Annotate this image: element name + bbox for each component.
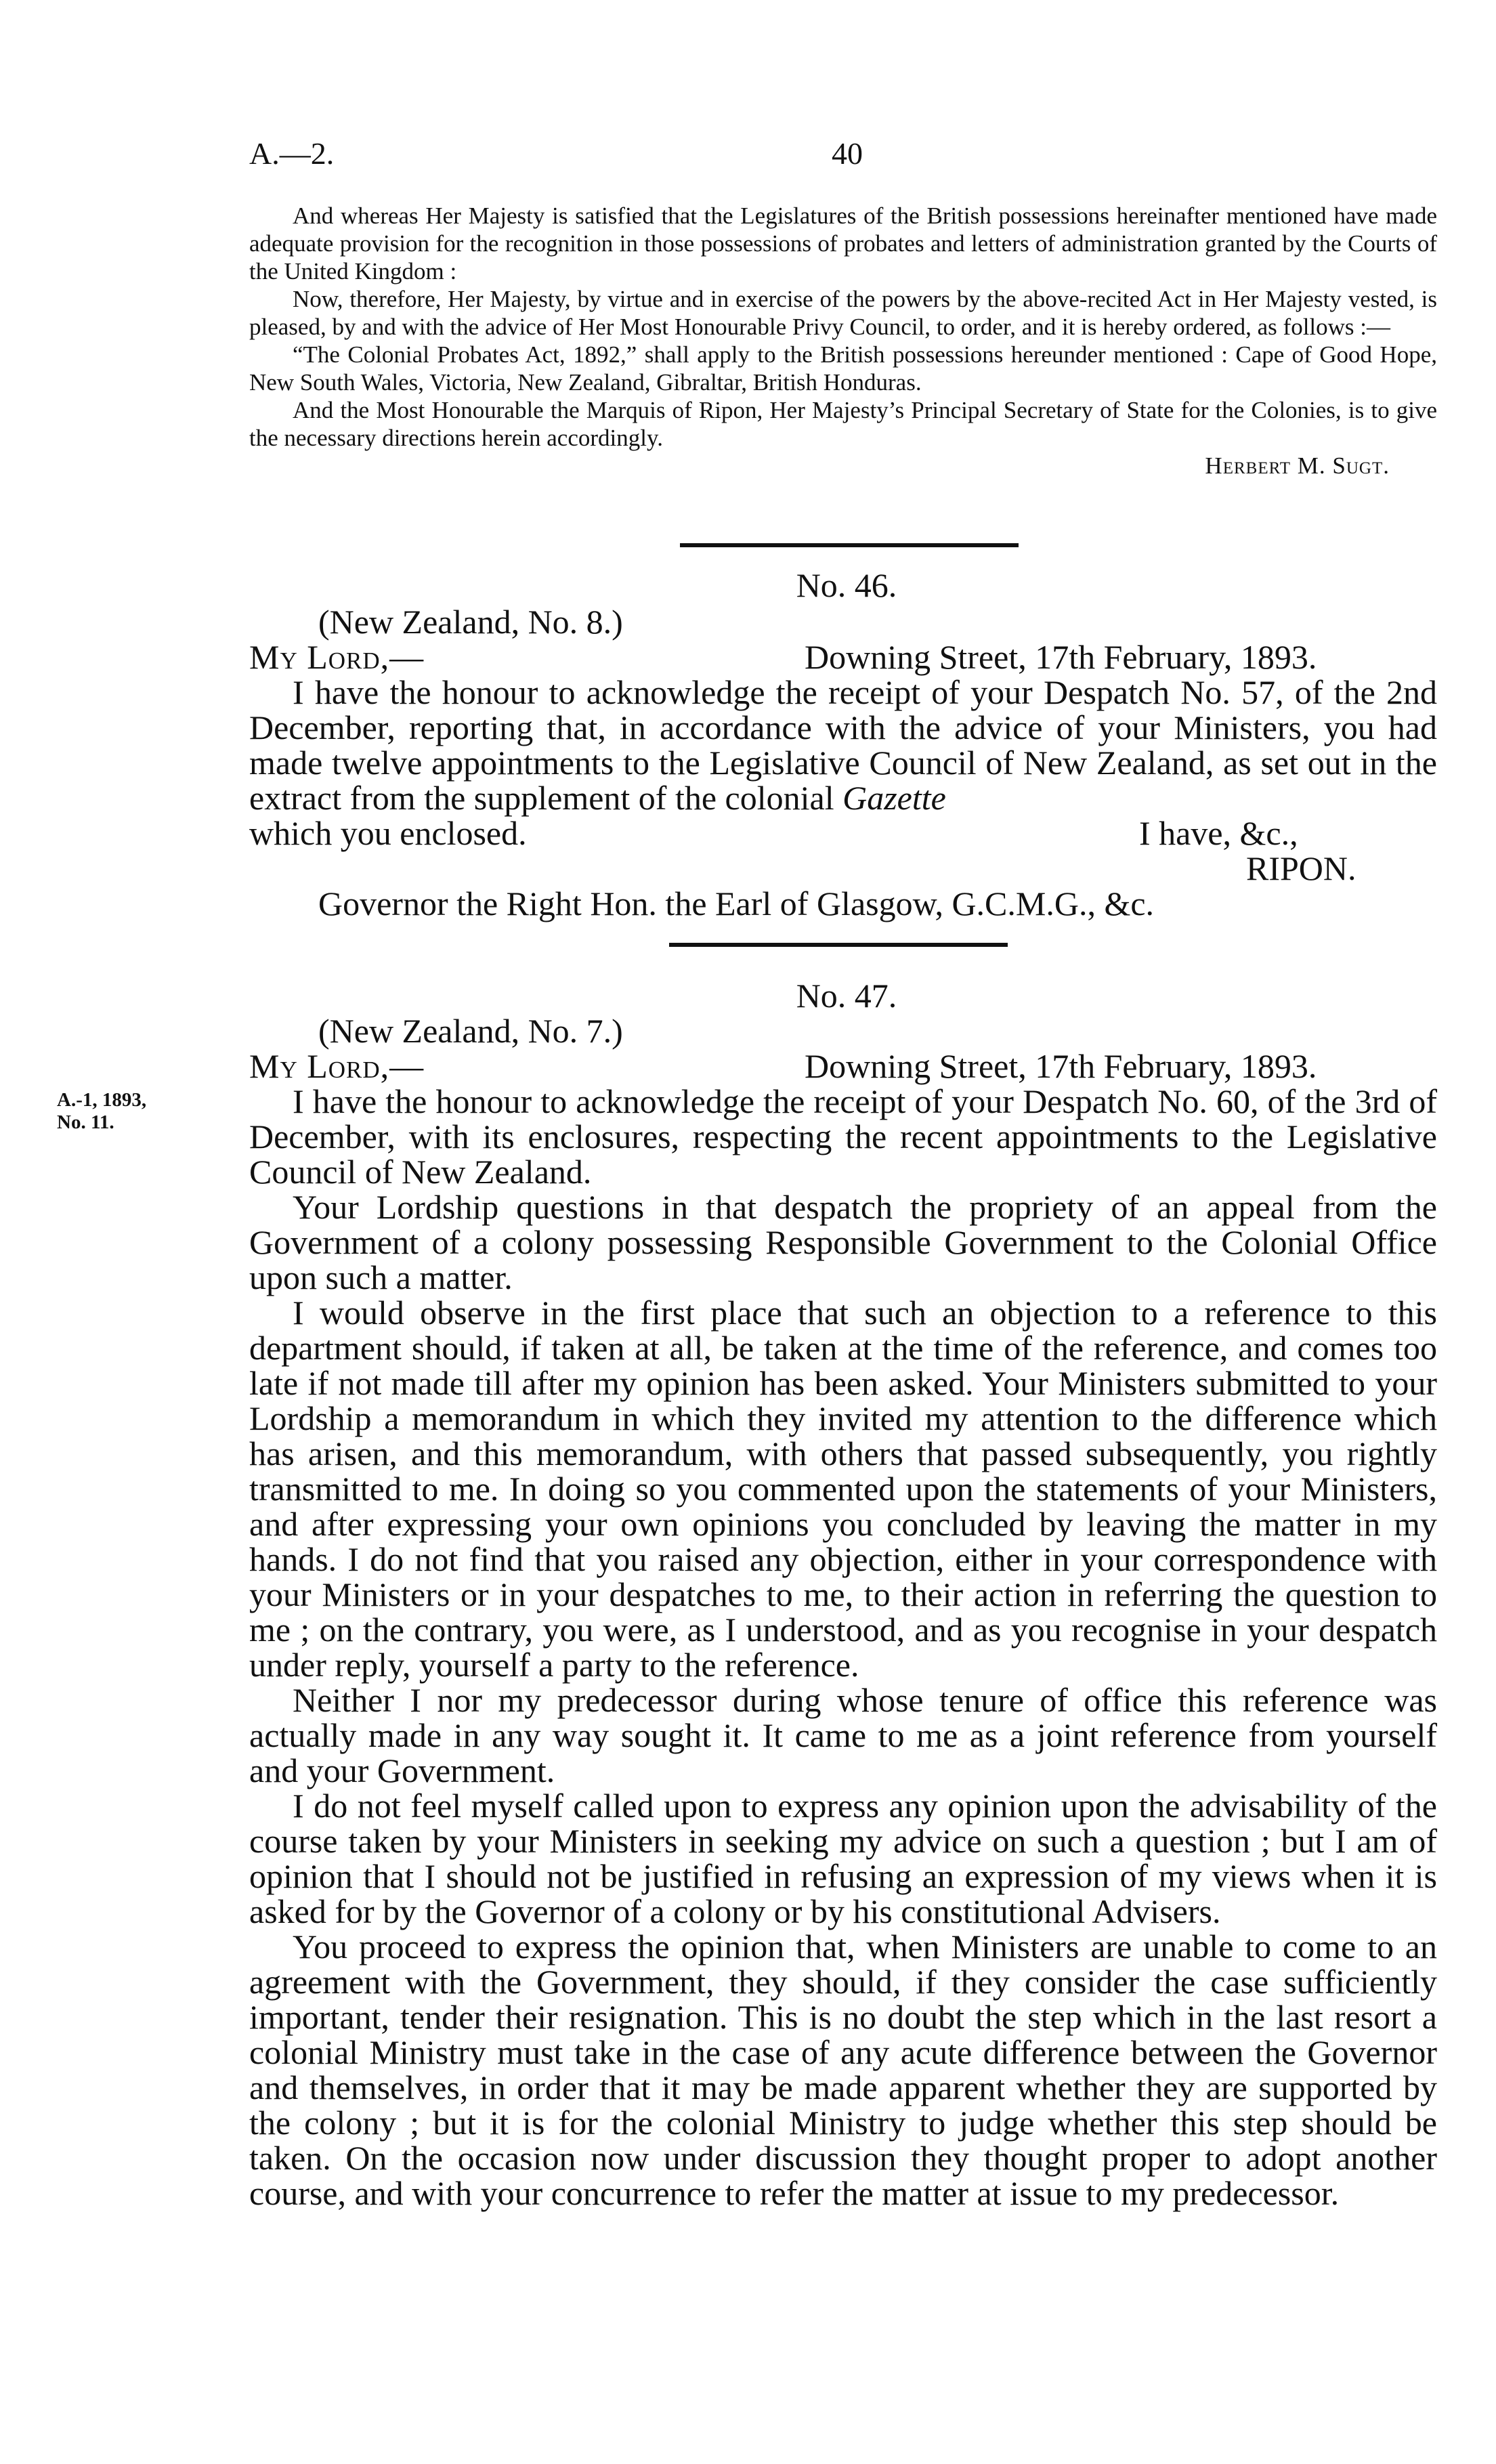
body-paragraph: I would observe in the first place that such an objection to a reference to this department should, if taken at all, be taken at the time of the reference, and comes too late if not made till after my opinion has been asked. Your Ministers submitted to your Lordship a memorandum in which they invited my attention to the difference which has arisen, and this memorandum, with others that passed subsequently, you rightly transmitted to me. In doing so you commented upon the statements of your Ministers, and after expressing your own opinions you concluded by leaving the matter in my hands. I do not find that you raised any objection, either in your correspondence with your Ministers or in your despatches to me, to their action in referring the question to me ; on the contrary, you were, as I understood, and as you recognise in your despatch under reply, yourself a party to the reference. bbox=[249, 1294, 1437, 1684]
page-number: 40 bbox=[832, 136, 863, 171]
order-signature: Herbert M. Sugt. bbox=[1205, 452, 1390, 479]
order-paragraph: And whereas Her Majesty is satisfied that the Legislatures of the British possessions hereinafter mentioned have made adequate provision for the recognition in those possessions of probates and letters of administration granted by the Courts of the United Kingdom : bbox=[249, 203, 1437, 284]
addressee: Governor the Right Hon. the Earl of Glasgow, G.C.M.G., &c. bbox=[318, 885, 1155, 922]
despatch-body bbox=[249, 1084, 1437, 2211]
body-paragraph: Neither I nor my predecessor during whose tenure of office this reference was actually made in any way sought it. It came to me as a joint reference from yourself and your Government. bbox=[249, 1681, 1437, 1789]
section-divider bbox=[669, 943, 1008, 947]
body-paragraph: You proceed to express the opinion that, when Ministers are unable to come to an agreement with the Government, they should, if they consider the case sufficiently important, tender their resignation. This is no doubt the step which in the last resort a colonial Ministry must take in the case of any acute difference between the Governor and themselves, in order that it may be made apparent whether they are supported by the colony ; but it is for the colonial Ministry to judge whether this step should be taken. On the occasion now under discussion they thought proper to adopt another course, and with your concurrence to refer the matter at issue to my predecessor. bbox=[249, 1928, 1437, 2212]
order-in-council bbox=[249, 202, 1437, 480]
place-date: Downing Street, 17th February, 1893. bbox=[805, 638, 1317, 676]
margin-note-line: No. 11. bbox=[57, 1111, 114, 1133]
gazette-title: Gazette bbox=[842, 779, 946, 817]
signature: RIPON. bbox=[1246, 849, 1356, 887]
body-paragraph: I have the honour to acknowledge the receipt of your Despatch No. 60, of the 3rd of December, with its enclosures, respecting the recent appointments to the Legislative Council of New Zealand. bbox=[249, 1082, 1437, 1191]
despatch-body-end: which you enclosed. bbox=[249, 814, 527, 852]
closing: I have, &c., bbox=[1139, 814, 1298, 852]
body-paragraph: Your Lordship questions in that despatch the propriety of an appeal from the Government of a colony possessing Responsible Government to the Colonial Office upon such a matter. bbox=[249, 1188, 1437, 1296]
despatch-number: No. 46. bbox=[796, 566, 897, 604]
order-paragraph: Now, therefore, Her Majesty, by virtue and in exercise of the powers by the above-recited Act in Her Majesty vested, is pleased, by and with the advice of Her Most Honourable Privy Council, to order, and it is hereby ordered, as follows :— bbox=[249, 286, 1437, 340]
salutation: My Lord,— bbox=[249, 638, 425, 676]
section-divider bbox=[680, 543, 1019, 547]
margin-note bbox=[57, 1089, 146, 1134]
despatch-body-text: I have the honour to acknowledge the receipt of your Despatch No. 57, of the 2nd December, reporting that, in accordance with the advice of your Ministers, you had made twelve appointments to the Legislative Council of New Zealand, as set out in the extract from the supplement of the colonial bbox=[249, 673, 1437, 817]
place-date: Downing Street, 17th February, 1893. bbox=[805, 1047, 1317, 1085]
despatch-body bbox=[249, 675, 1437, 815]
despatch-number: No. 47. bbox=[796, 977, 897, 1015]
salutation: My Lord,— bbox=[249, 1047, 425, 1085]
despatch-series: (New Zealand, No. 7.) bbox=[318, 1012, 623, 1050]
order-paragraph: And the Most Honourable the Marquis of Ripon, Her Majesty’s Principal Secretary of State for the Colonies, is to give the necessary directions herein accordingly. bbox=[249, 397, 1437, 451]
document-reference: A.—2. bbox=[249, 136, 335, 171]
body-paragraph: I do not feel myself called upon to express any opinion upon the advisability of the course taken by your Ministers in seeking my advice on such a question ; but I am of opinion that I should not be justified in refusing an expression of my views when it is asked for by the Governor of a colony or by his constitutional Advisers. bbox=[249, 1787, 1437, 1930]
margin-note-line: A.-1, 1893, bbox=[57, 1089, 147, 1111]
despatch-series: (New Zealand, No. 8.) bbox=[318, 603, 623, 641]
order-paragraph: “The Colonial Probates Act, 1892,” shall apply to the British possessions hereunder mentioned : Cape of Good Hope, New South Wales, Victoria, New Zealand, Gibraltar, British Honduras. bbox=[249, 341, 1437, 396]
